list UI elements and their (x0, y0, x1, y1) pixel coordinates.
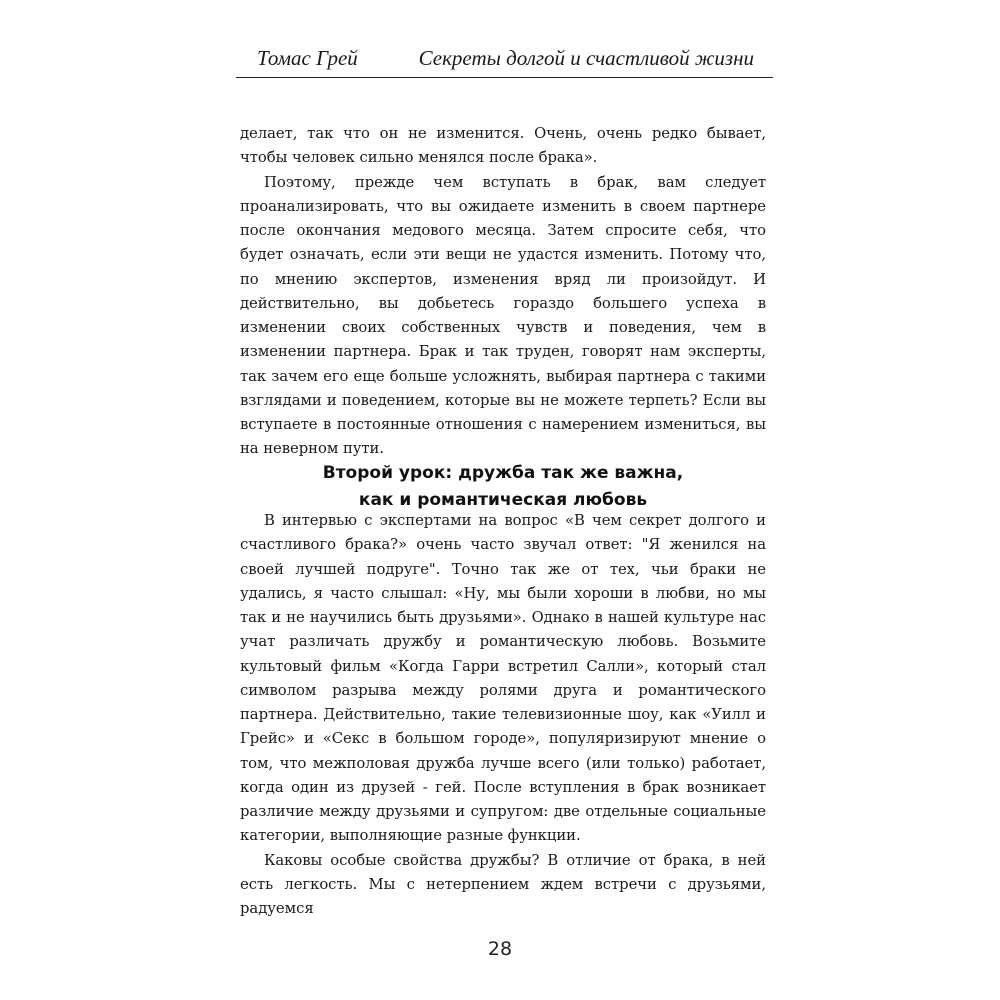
text-block-bottom (240, 509, 766, 921)
paragraph: Каковы особые свойства дружбы? В отличие от брака, в ней есть легкость. Мы с нетерпением ждем встречи с друзьями, радуемся (240, 851, 766, 917)
running-header (236, 42, 772, 76)
paragraph: Поэтому, прежде чем вступать в брак, вам следует проанализировать, что вы ожидаете изменить в своем партнере после окончания медового месяца. Затем спросите себя, что будет означать, если эти вещи не удастся изменить. Потому что, по мнению экспертов, изменения вряд ли произойдут. И действительно, вы добьетесь гораздо большего успеха в изменении своих собственных чувств и поведения, чем в изменении партнера. Брак и так труден, говорят нам эксперты, так зачем его еще больше усложнять, выбирая партнера с такими взглядами и поведением, которые вы не можете терпеть? Если вы вступаете в постоянные отношения с намерением измениться, вы на неверном пути. (240, 173, 766, 458)
section-heading (240, 460, 766, 514)
paragraph: В интервью с экспертами на вопрос «В чем секрет долгого и счастливого брака?» очень часто звучал ответ: "Я женился на своей лучшей подруге". Точно так же от тех, чьи браки не удались, я часто слышал: «Ну, мы были хороши в любви, но мы так и не научились быть друзьями». Однако в нашей культуре нас учат различать дружбу и романтическую любовь. Возьмите культовый фильм «Когда Гарри встретил Салли», который стал символом разрыва между ролями друга и романтического партнера. Действительно, такие телевизионные шоу, как «Уилл и Грейс» и «Секс в большом городе», популяризируют мнение о том, что межполовая дружба лучше всего (или только) работает, когда один из друзей - гей. После вступления в брак возникает различие между друзьями и супругом: две отдельные социальные категории, выполняющие разные функции. (240, 512, 766, 845)
header-book-title: Секреты долгой и счастливой жизни (418, 46, 754, 70)
paragraph-continued: делает, так что он не изменится. Очень, очень редко бывает, чтобы человек сильно менялся после брака». (240, 125, 766, 167)
header-divider (236, 77, 773, 78)
page-number: 28 (487, 938, 513, 960)
section-heading-line-1: Второй урок: дружба так же важна, (322, 463, 684, 483)
section-heading-line-2: как и романтическая любовь (358, 490, 648, 510)
text-block-top (240, 122, 766, 462)
header-author: Томас Грей (257, 46, 358, 70)
